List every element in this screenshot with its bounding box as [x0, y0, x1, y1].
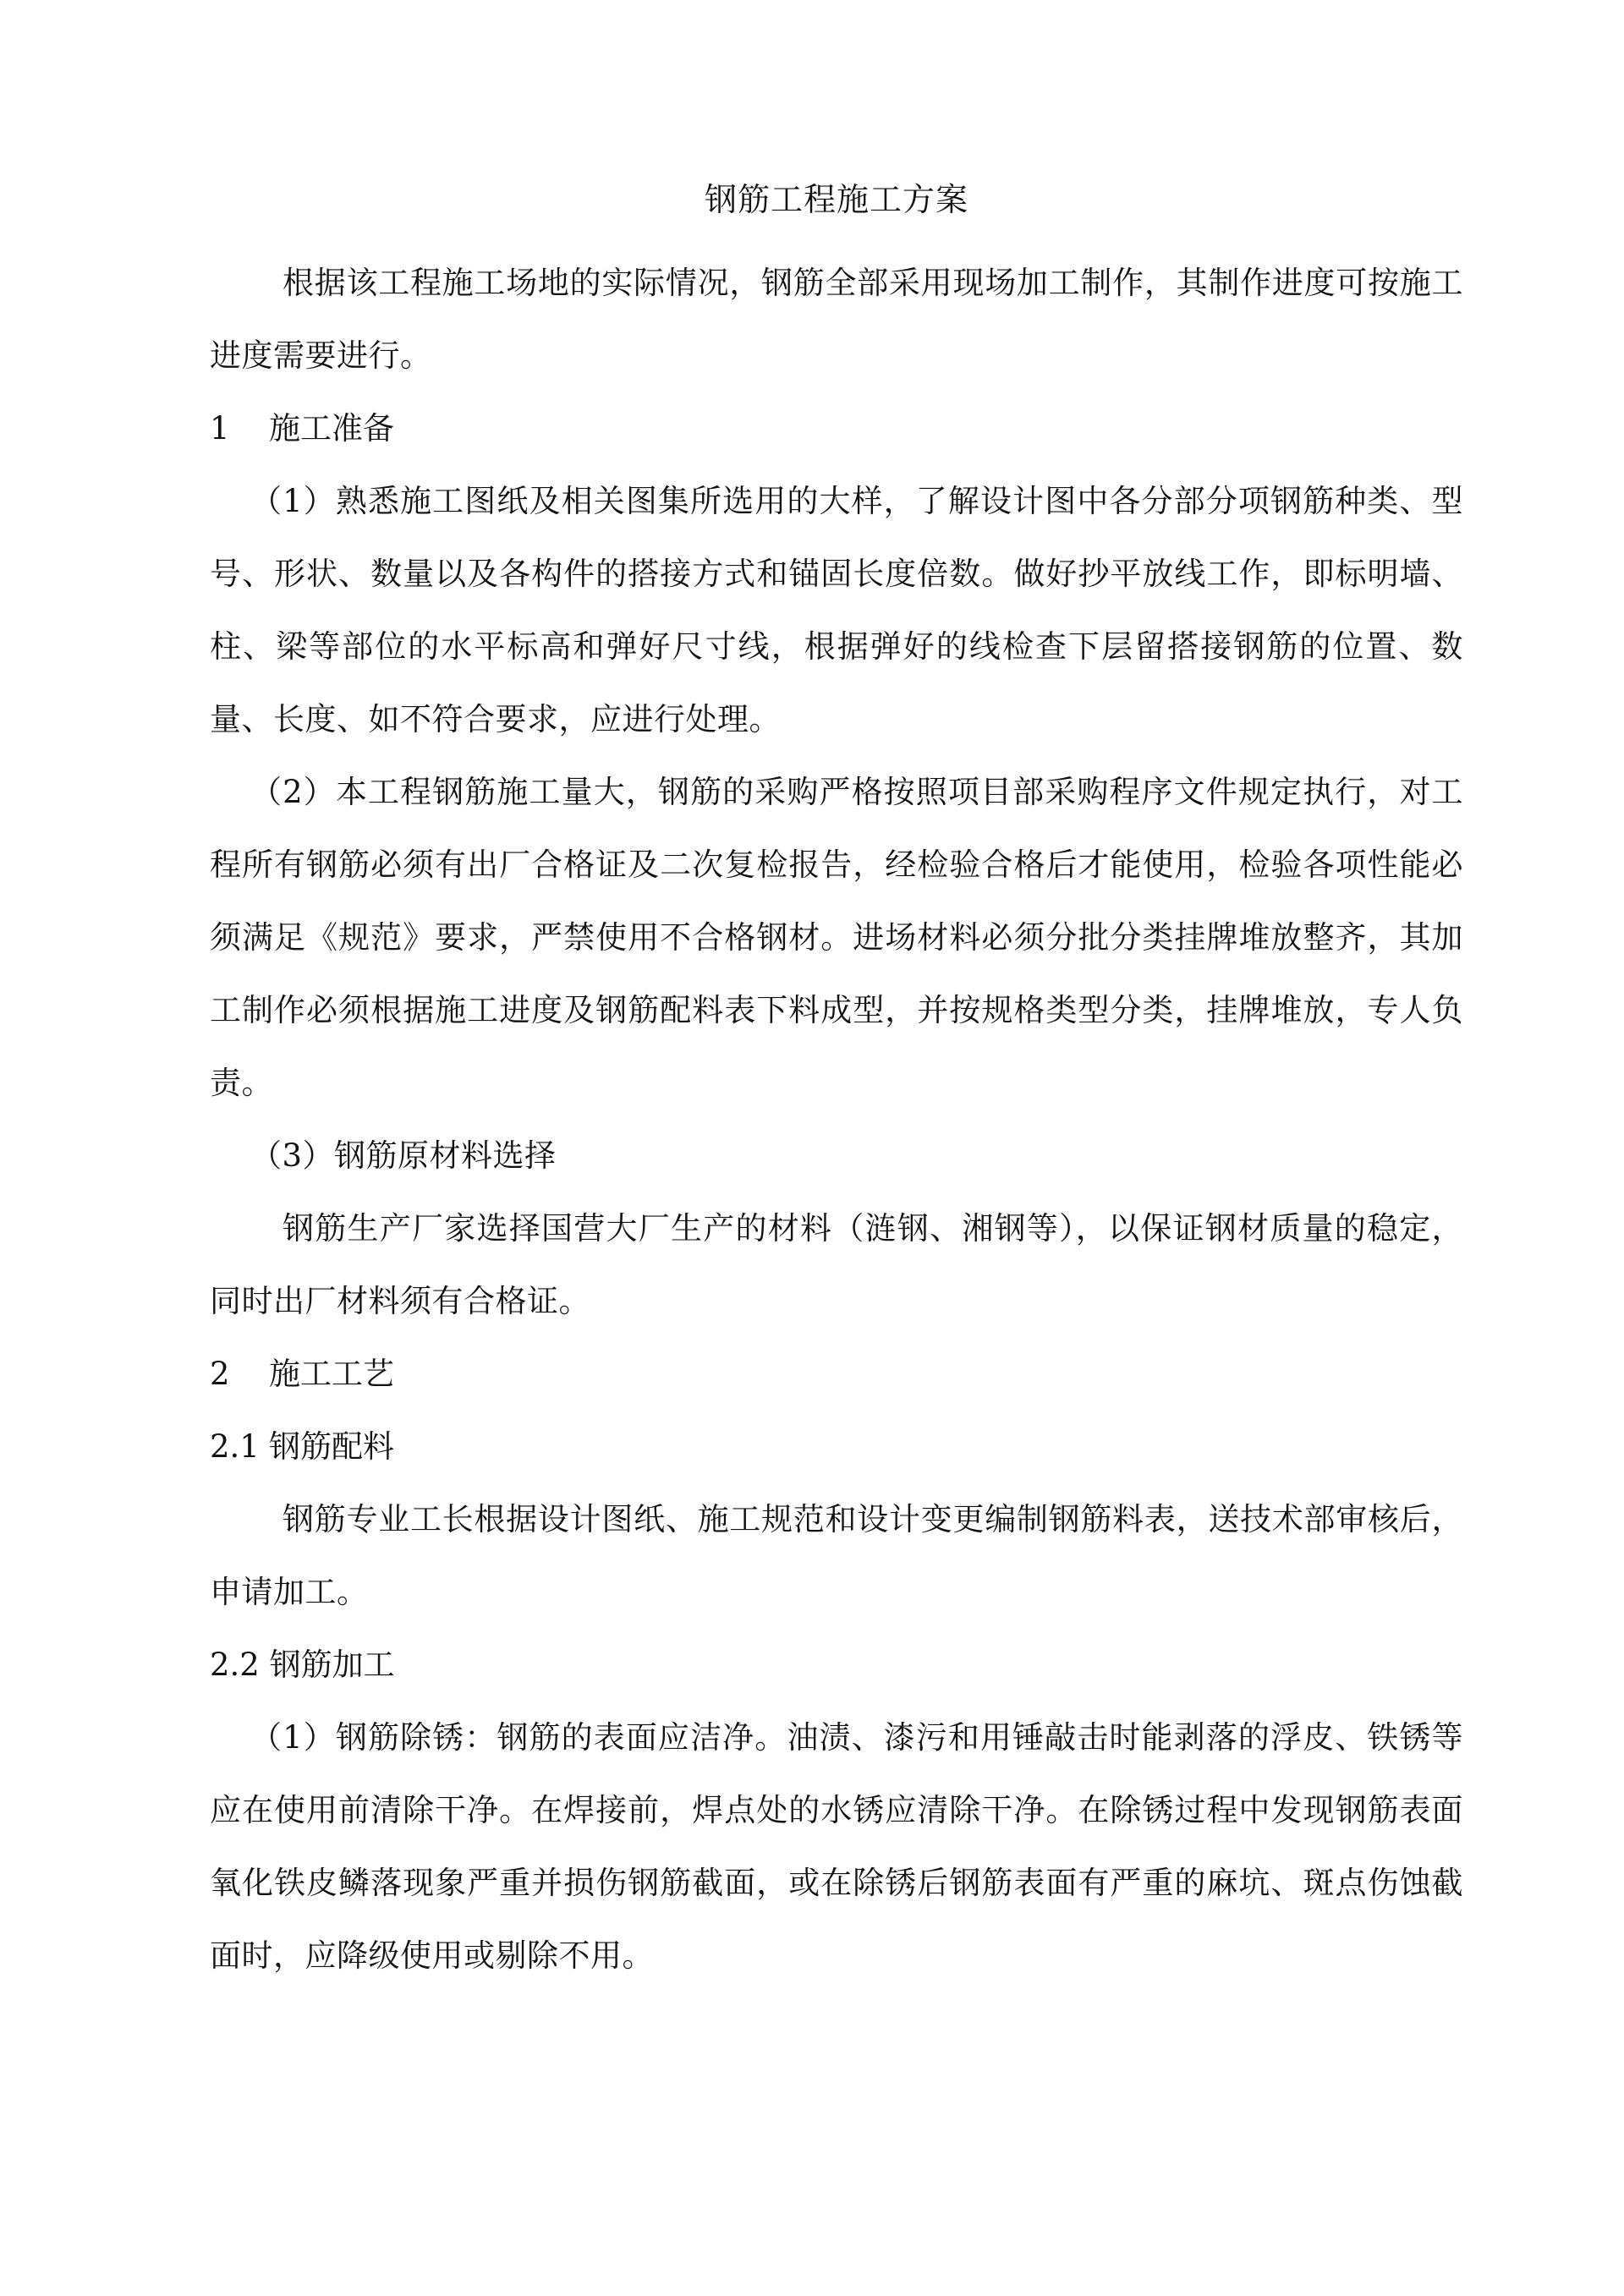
section-1-item-3-body: 钢筋生产厂家选择国营大厂生产的材料（涟钢、湘钢等），以保证钢材质量的稳定，同时出厂材料须有合格证。	[210, 1210, 1463, 1319]
section-1-item-1: （1）熟悉施工图纸及相关图集所选用的大样，了解设计图中各分部分项钢筋种类、型号、形状、数量以及各构件的搭接方式和锚固长度倍数。做好抄平放线工作，即标明墙、柱、梁等部位的水平标高和弹好尺寸线，根据弹好的线检查下层留搭接钢筋的位置、数量、长度、如不符合要求，应进行处理。	[210, 483, 1463, 737]
subsection-2-1-title: 钢筋配料	[269, 1428, 394, 1465]
subsection-2-2-heading: 2.2 钢筋加工	[210, 1647, 395, 1683]
section-2-heading	[210, 1338, 1463, 1411]
document-title: 钢筋工程施工方案	[704, 181, 968, 218]
subsection-2-1-heading	[210, 1411, 1463, 1483]
section-2-title: 施工工艺	[269, 1356, 394, 1392]
section-1-item-2: （2）本工程钢筋施工量大，钢筋的采购严格按照项目部采购程序文件规定执行，对工程所有钢筋必须有出厂合格证及二次复检报告，经检验合格后才能使用，检验各项性能必须满足《规范》要求，严禁使用不合格钢材。进场材料必须分批分类挂牌堆放整齐，其加工制作必须根据施工进度及钢筋配料表下料成型，并按规格类型分类，挂牌堆放，专人负责。	[210, 774, 1463, 1101]
intro-paragraph: 根据该工程施工场地的实际情况，钢筋全部采用现场加工制作，其制作进度可按施工进度需要进行。	[210, 265, 1463, 374]
section-1-number: 1	[210, 410, 230, 447]
section-1-item-3-title: （3）钢筋原材料选择	[250, 1137, 557, 1174]
section-1-heading	[210, 392, 1463, 465]
subsection-2-1-number: 2.1	[210, 1428, 260, 1465]
subsection-2-2-item-1: （1）钢筋除锈：钢筋的表面应洁净。油渍、漆污和用锤敲击时能剥落的浮皮、铁锈等应在使用前清除干净。在焊接前，焊点处的水锈应清除干净。在除锈过程中发现钢筋表面氧化铁皮鳞落现象严重并损伤钢筋截面，或在除锈后钢筋表面有严重的麻坑、斑点伤蚀截面时，应降级使用或剔除不用。	[210, 1719, 1463, 1974]
subsection-2-1-body: 钢筋专业工长根据设计图纸、施工规范和设计变更编制钢筋料表，送技术部审核后，申请加工。	[210, 1501, 1463, 1610]
section-2-number: 2	[210, 1356, 230, 1392]
section-1-title: 施工准备	[269, 410, 394, 447]
document-body	[210, 178, 1463, 1992]
